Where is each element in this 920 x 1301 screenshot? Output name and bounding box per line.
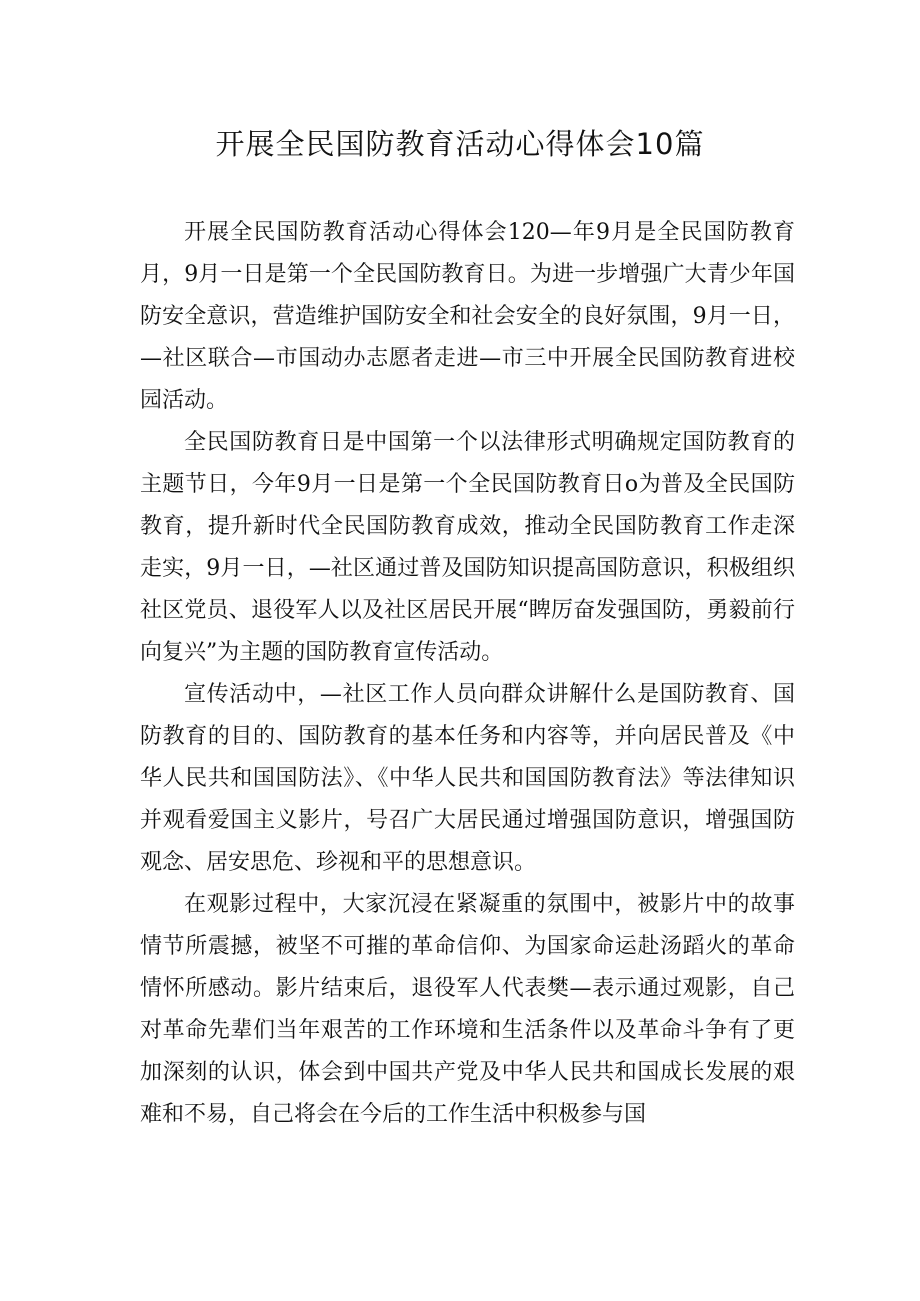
paragraph-2: 全民国防教育日是中国第一个以法律形式明确规定国防教育的主题节日，今年9月一日是第一个全民国防教育日o为普及全民国防教育，提升新时代全民国防教育成效，推动全民国防教育工作走深走实，9月一日，—社区通过普及国防知识提高国防意识，积极组织社区党员、退役军人以及社区居民开展“睥厉奋发强国防，勇毅前行向复兴”为主题的国防教育宣传活动。 (140, 430, 795, 665)
paragraph-4: 在观影过程中，大家沉浸在紧凝重的氛围中，被影片中的故事情节所震撼，被坚不可摧的革命信仰、为国家命运赴汤蹈火的革命情怀所感动。影片结束后，退役军人代表樊—表示通过观影，自己对革命先辈们当年艰苦的工作环境和生活条件以及革命斗争有了更加深刻的认识，体会到中国共产党及中华人民共和国成长发展的艰难和不易，自己将会在今后的工作生活中积极参与国 (140, 892, 795, 1127)
document-body (140, 212, 795, 1136)
paragraph-3: 宣传活动中，—社区工作人员向群众讲解什么是国防教育、国防教育的目的、国防教育的基本任务和内容等，并向居民普及《中华人民共和国国防法》、《中华人民共和国国防教育法》等法律知识并观看爱国主义影片，号召广大居民通过增强国防意识，增强国防观念、居安思危、珍视和平的思想意识。 (140, 682, 795, 875)
paragraph-1: 开展全民国防教育活动心得体会120—年9月是全民国防教育月，9月一日是第一个全民国防教育日。为进一步增强广大青少年国防安全意识，营造维护国防安全和社会安全的良好氛围，9月一日，—社区联合—市国动办志愿者走进—市三中开展全民国防教育进校园活动。 (140, 220, 795, 413)
document-title: 开展全民国防教育活动心得体会10篇 (215, 127, 705, 161)
